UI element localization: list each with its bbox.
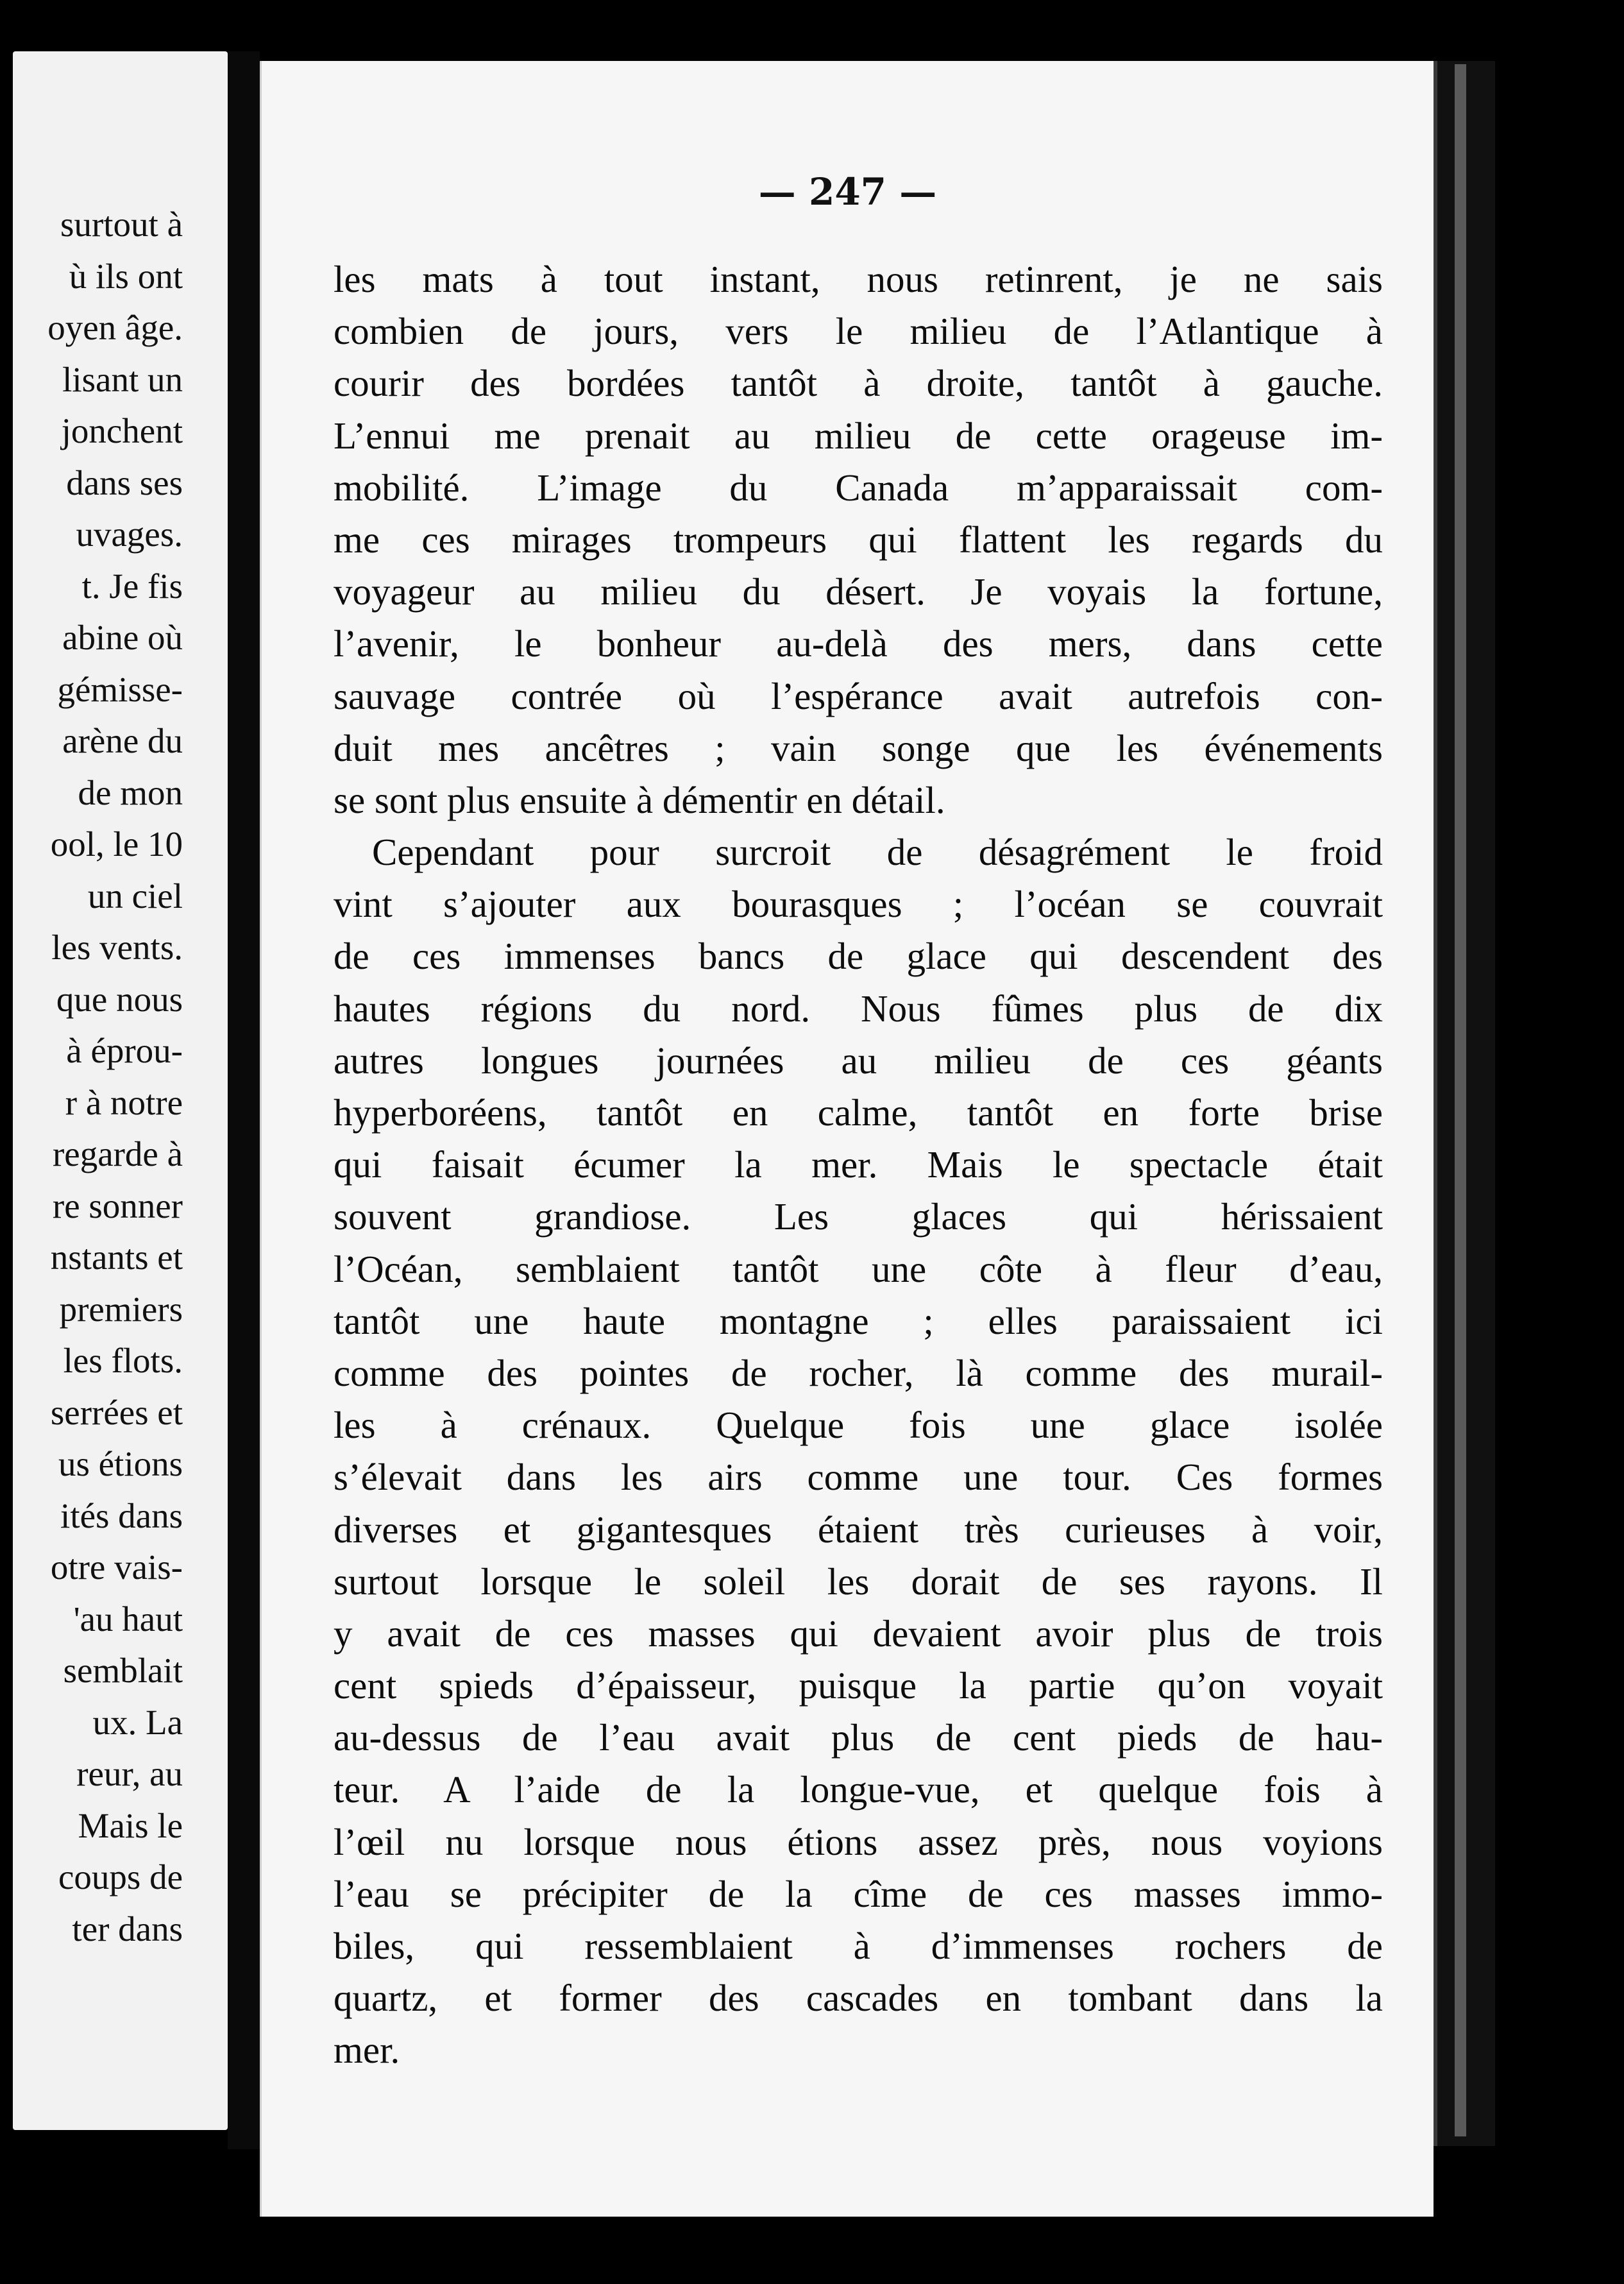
previous-page-line: premiers bbox=[59, 1289, 183, 1329]
previous-page-line: un ciel bbox=[87, 876, 183, 916]
page-number: — 247 — bbox=[758, 170, 937, 214]
previous-page-line: us étions bbox=[58, 1444, 183, 1483]
text-line: mobilité. L’image du Canada m’apparaissait com- bbox=[334, 466, 1383, 509]
text-line: combien de jours, vers le milieu de l’Atlantique à bbox=[334, 310, 1383, 353]
text-line: me ces mirages trompeurs qui flattent les regards du bbox=[334, 518, 1383, 561]
text-line: teur. A l’aide de la longue-vue, et quelque fois à bbox=[334, 1768, 1383, 1811]
previous-page-line: surtout à bbox=[60, 205, 183, 244]
previous-page bbox=[13, 51, 228, 2130]
text-line: les à crénaux. Quelque fois une glace isolée bbox=[334, 1404, 1383, 1447]
previous-page-line: ités dans bbox=[60, 1496, 183, 1535]
previous-page-line: oyen âge. bbox=[47, 308, 183, 347]
previous-page-text bbox=[47, 199, 183, 1955]
previous-page-line: jonchent bbox=[61, 411, 183, 450]
text-line: sauvage contrée où l’espérance avait autrefois con- bbox=[334, 674, 1383, 717]
previous-page-line: les flots. bbox=[63, 1341, 183, 1380]
text-line: les mats à tout instant, nous retinrent, je ne sais bbox=[334, 258, 1383, 300]
text-line: tantôt une haute montagne ; elles paraissaient ici bbox=[334, 1299, 1383, 1342]
previous-page-line: nstants et bbox=[50, 1238, 183, 1277]
previous-page-line: ter dans bbox=[72, 1909, 183, 1948]
previous-page-line: reur, au bbox=[76, 1754, 183, 1793]
text-line: y avait de ces masses qui devaient avoir plus de trois bbox=[334, 1612, 1383, 1655]
text-line: s’élevait dans les airs comme une tour. Ces formes bbox=[334, 1456, 1383, 1499]
previous-page-line: re sonner bbox=[52, 1186, 183, 1225]
text-line: l’avenir, le bonheur au-delà des mers, dans cette bbox=[334, 622, 1383, 665]
text-line: l’œil nu lorsque nous étions assez près, nous voyions bbox=[334, 1820, 1383, 1863]
text-line: l’Océan, semblaient tantôt une côte à fleur d’eau, bbox=[334, 1247, 1383, 1290]
previous-page-line: que nous bbox=[56, 979, 183, 1019]
text-line: L’ennui me prenait au milieu de cette orageuse im- bbox=[334, 414, 1383, 457]
previous-page-line: à éprou- bbox=[66, 1031, 183, 1070]
text-line: voyageur au milieu du désert. Je voyais la fortune, bbox=[334, 570, 1383, 613]
text-line: biles, qui ressemblaient à d’immenses rochers de bbox=[334, 1925, 1383, 1967]
previous-page-line: lisant un bbox=[62, 359, 183, 399]
text-line: autres longues journées au milieu de ces géants bbox=[334, 1039, 1383, 1082]
text-line: diverses et gigantesques étaient très curieuses à voir, bbox=[334, 1508, 1383, 1551]
previous-page-line: uvages. bbox=[76, 515, 183, 554]
previous-page-line: abine où bbox=[62, 618, 183, 657]
book-page-edge-stripe bbox=[1455, 64, 1466, 2136]
previous-page-line: coups de bbox=[58, 1857, 183, 1896]
previous-page-line: gémisse- bbox=[57, 669, 183, 709]
previous-page-line: ool, le 10 bbox=[50, 824, 183, 864]
text-line: cent spieds d’épaisseur, puisque la partie qu’on voyait bbox=[334, 1664, 1383, 1707]
text-line: surtout lorsque le soleil les dorait de ses rayons. Il bbox=[334, 1560, 1383, 1603]
previous-page-line: t. Je fis bbox=[81, 566, 183, 606]
text-line: Cependant pour surcroit de désagrément le froid bbox=[372, 831, 1383, 874]
text-line: au-dessus de l’eau avait plus de cent pieds de hau- bbox=[334, 1716, 1383, 1759]
text-line: se sont plus ensuite à démentir en détail. bbox=[334, 778, 945, 821]
previous-page-line: arène du bbox=[62, 721, 183, 760]
previous-page-line: ux. La bbox=[92, 1702, 183, 1742]
previous-page-line: ù ils ont bbox=[69, 256, 183, 296]
previous-page-line: serrées et bbox=[50, 1392, 183, 1432]
previous-page-line: dans ses bbox=[66, 463, 183, 502]
book-gutter bbox=[228, 51, 260, 2149]
text-line: vint s’ajouter aux bourasques ; l’océan se couvrait bbox=[334, 883, 1383, 926]
previous-page-line: Mais le bbox=[78, 1805, 183, 1845]
previous-page-line: 'au haut bbox=[73, 1599, 183, 1639]
text-line: mer. bbox=[334, 2029, 400, 2072]
text-line: duit mes ancêtres ; vain songe que les événements bbox=[334, 726, 1383, 769]
text-line: comme des pointes de rocher, là comme des murail- bbox=[334, 1351, 1383, 1394]
previous-page-line: les vents. bbox=[51, 928, 183, 967]
text-line: quartz, et former des cascades en tombant dans la bbox=[334, 1977, 1383, 2020]
previous-page-line: otre vais- bbox=[50, 1547, 183, 1587]
text-line: l’eau se précipiter de la cîme de ces masses immo- bbox=[334, 1872, 1383, 1915]
text-line: souvent grandiose. Les glaces qui hérissaient bbox=[334, 1195, 1383, 1238]
book-page bbox=[260, 61, 1434, 2217]
text-line: courir des bordées tantôt à droite, tantôt à gauche. bbox=[334, 362, 1383, 405]
previous-page-line: regarde à bbox=[52, 1134, 183, 1173]
text-line: qui faisait écumer la mer. Mais le spectacle était bbox=[334, 1143, 1383, 1186]
text-line: de ces immenses bancs de glace qui descendent des bbox=[334, 935, 1383, 978]
previous-page-line: semblait bbox=[63, 1651, 183, 1690]
text-line: hyperboréens, tantôt en calme, tantôt en forte brise bbox=[334, 1091, 1383, 1134]
previous-page-line: de mon bbox=[78, 772, 183, 812]
page-body-text bbox=[334, 253, 1383, 2077]
previous-page-line: r à notre bbox=[65, 1082, 183, 1122]
text-line: hautes régions du nord. Nous fûmes plus de dix bbox=[334, 987, 1383, 1030]
